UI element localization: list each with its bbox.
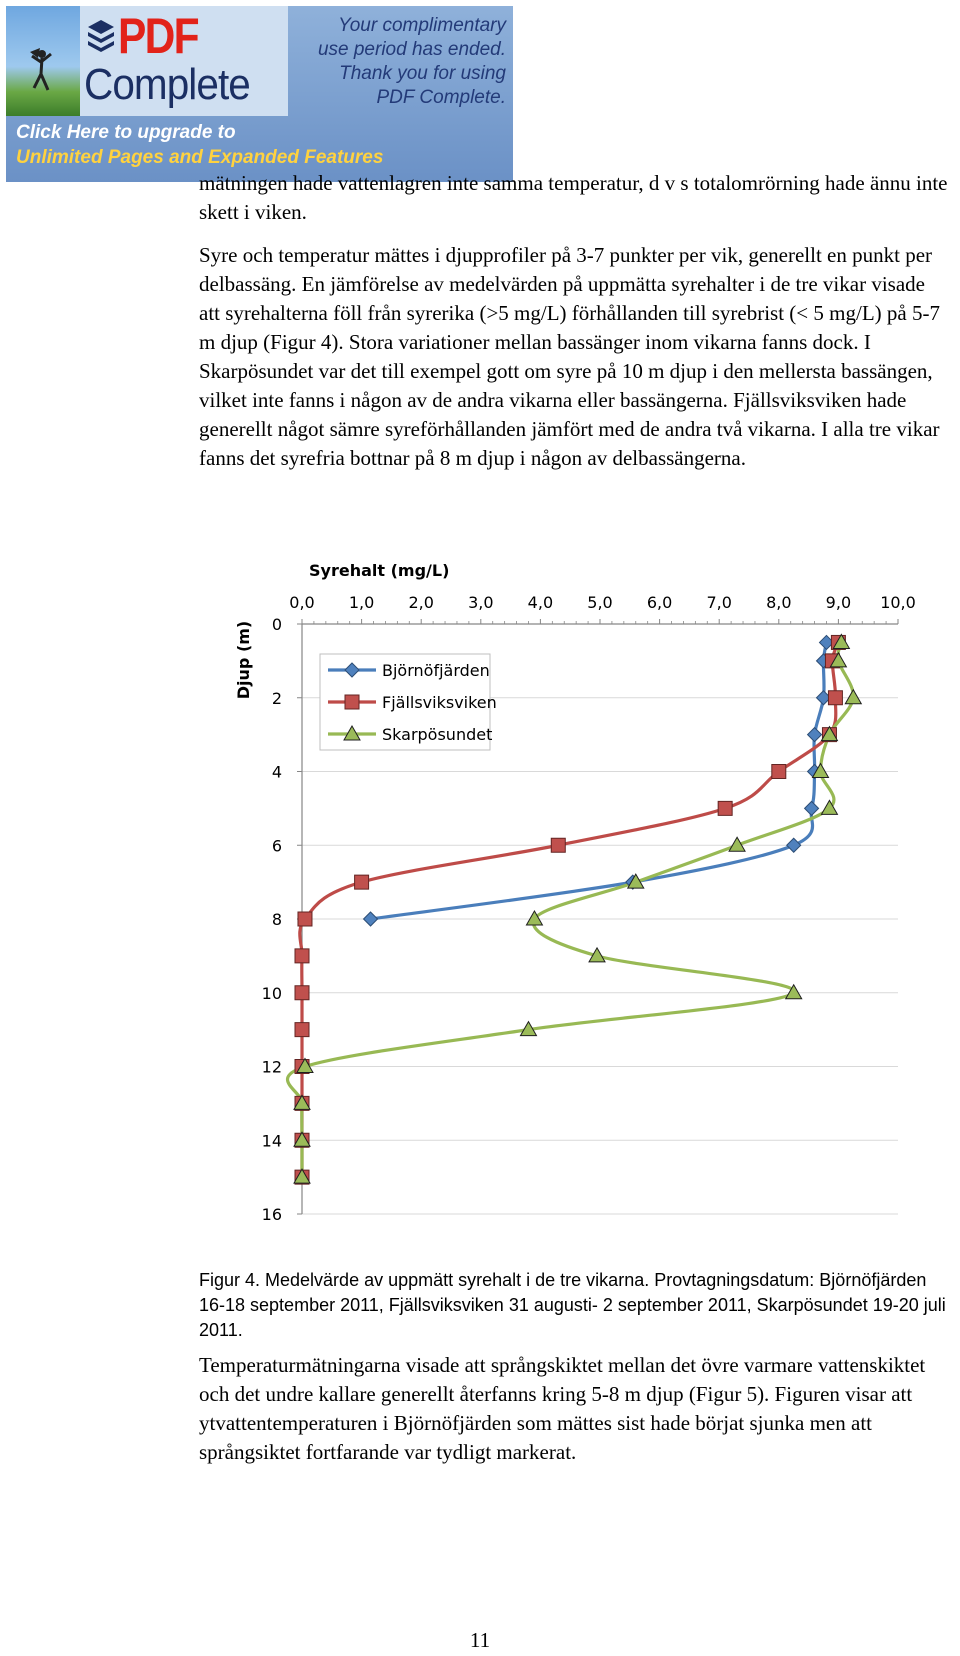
body-paragraph: Temperaturmätningarna visade att språngskiktet mellan det övre varmare vattenskiktet och det undre kallare generellt återfanns kring 5-8 m djup (Figur 5). Figuren visar att ytvattentemperaturen i Björnöfjärden som mättes sist hade börjat sjunka men att språngsiktet fortfarande var tydligt markerat.	[199, 1353, 926, 1464]
upgrade-banner[interactable]	[6, 6, 513, 182]
y-tick-label: 6	[271, 836, 282, 856]
legend-label: Skarpösundet	[382, 725, 493, 744]
logo-complete-text: Complete	[84, 60, 250, 109]
legend-label: Fjällsviksviken	[382, 693, 497, 712]
data-point-0	[364, 912, 378, 926]
y-tick-label: 2	[271, 688, 282, 708]
data-point-0	[787, 838, 801, 852]
upgrade-link-line1[interactable]: Click Here to upgrade to	[16, 122, 236, 143]
legend-marker	[345, 695, 359, 709]
data-point-0	[808, 728, 822, 742]
banner-message-line: use period has ended.	[317, 39, 506, 60]
banner-message-line: PDF Complete.	[376, 87, 506, 108]
y-tick-label: 14	[261, 1131, 282, 1151]
data-point-0	[805, 801, 819, 815]
upgrade-link-line2[interactable]: Unlimited Pages and Expanded Features	[16, 147, 384, 168]
body-paragraph: Syre och temperatur mättes i djupprofiler på 3-7 punkter per vik, generellt en punkt per delbassäng. En jämförelse av medelvärden på uppmätta syrehalter i de tre vikar visade att syrehalterna föll från syrerika (>5 mg/L) förhållanden till syrebrist (< 5 mg/L) på 5-7 m djup (Figur 4). Stora variationer mellan bassänger inom vikarna fanns dock. I Skarpösundet var det till exempel gott om syre på 10 m djup i den mellersta bassängen, vilket inte fanns i någon av de andra vikarna eller bassängerna. Fjällsviksviken hade generellt något sämre syreförhållanden jämfört med de andra två vikarna. I alla tre vikar fanns det syrefria bottnar på 8 m djup i någon av delbassängerna.	[199, 243, 940, 470]
x-tick-label: 1,0	[348, 593, 375, 612]
x-tick-label: 9,0	[825, 593, 852, 612]
data-point-1	[295, 949, 309, 963]
banner-message	[292, 14, 506, 110]
jumping-person-icon	[28, 48, 54, 96]
x-tick-label: 4,0	[527, 593, 554, 612]
stacked-layers-icon	[86, 18, 116, 52]
x-axis-title: Syrehalt (mg/L)	[309, 561, 450, 580]
data-point-1	[828, 691, 842, 705]
pdf-complete-logo	[80, 6, 288, 116]
x-tick-label: 2,0	[408, 593, 434, 612]
banner-photo	[6, 6, 80, 116]
data-point-1	[551, 838, 565, 852]
y-tick-label: 0	[271, 615, 282, 634]
data-point-1	[718, 801, 732, 815]
upgrade-link[interactable]	[16, 120, 506, 170]
data-point-1	[298, 912, 312, 926]
y-tick-label: 16	[261, 1205, 282, 1224]
data-point-1	[295, 986, 309, 1000]
data-point-2	[845, 690, 861, 704]
x-tick-label: 6,0	[646, 593, 673, 612]
x-tick-label: 0,0	[289, 593, 315, 612]
y-tick-label: 4	[271, 762, 282, 782]
y-axis-title: Djup (m)	[234, 620, 253, 700]
oxygen-depth-chart	[0, 550, 960, 1230]
y-tick-label: 10	[261, 983, 282, 1003]
x-tick-label: 5,0	[587, 593, 613, 612]
x-tick-label: 10,0	[880, 593, 916, 612]
y-tick-label: 12	[261, 1057, 282, 1077]
legend-label: Björnöfjärden	[382, 661, 490, 680]
banner-message-line: Thank you for using	[339, 63, 506, 84]
page-number: 11	[469, 1628, 491, 1652]
x-tick-label: 3,0	[468, 593, 494, 612]
logo-pdf-text: PDF	[118, 8, 198, 64]
data-point-1	[772, 765, 786, 779]
banner-message-line: Your complimentary	[338, 15, 506, 36]
body-paragraph: mätningen hade vattenlagren inte samma temperatur, d v s totalomrörning hade ännu inte skett i viken.	[199, 171, 948, 224]
y-tick-label: 8	[271, 910, 282, 929]
x-tick-label: 7,0	[706, 593, 732, 612]
x-tick-label: 8,0	[766, 593, 792, 612]
data-point-1	[355, 875, 369, 889]
figure-caption: Figur 4. Medelvärde av uppmätt syrehalt i de tre vikarna. Provtagningsdatum: Björnöfjärden 16-18 september 2011, Fjällsviksviken 31 augusti- 2 september 2011, Skarpösundet 19-20 juli 2011.	[199, 1270, 946, 1340]
data-point-1	[295, 1023, 309, 1037]
